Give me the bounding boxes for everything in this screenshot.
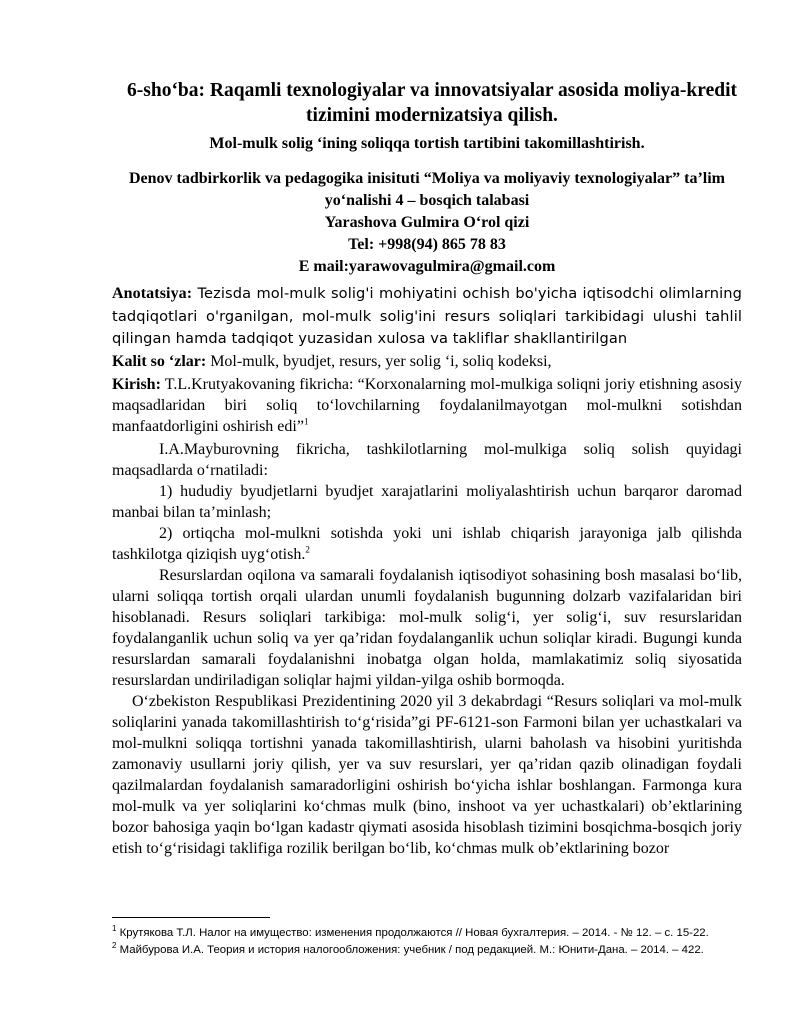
footnote-number: 2 bbox=[112, 941, 117, 951]
intro-text: T.L.Krutyakovaning fikricha: “Korxonalarning mol-mulkiga soliqni joriy etishning asosiy maqsadlaridan biri soliq to‘lovchilarning foydalanilmayotgan mol-mulkni sotishdan manfaatdorligini oshirish edi” bbox=[112, 375, 742, 435]
affiliation: Denov tadbirkorlik va pedagogika inisituti “Moliya va moliyaviy texnologiyalar” ta’lim yo‘nalishi 4 – bosqich talabasi bbox=[128, 170, 725, 209]
keywords-label: Kalit so ‘zlar: bbox=[112, 352, 207, 370]
footnote-ref-1: 1 bbox=[303, 416, 309, 427]
intro-label: Kirish: bbox=[112, 375, 161, 393]
paragraph: O‘zbekiston Respublikasi Prezidentining 2020 yil 3 dekabrdagi “Resurs soliqlari va mol-mulk soliqlarini yanada takomillashtirish to‘g‘risida”gi PF-6121-son Farmoni bilan yer uchastkalari va mol-mulkni soliqqa tortishni yanada takomillashtirish, ularni baholash va hisobini yuritishda zamonaviy usullarni joriy qilish, yer va suv resurslari, yer qa’ridan qazib olinadigan foydali qazilmalardan foydalanish samaradorligini oshirish bo‘yicha ishlar boshlangan. Farmonga kura mol-mulk va yer soliqlarini ko‘chmas mulk (bino, inshoot va yer uchastkalari) ob’ektlarining bozor bahosiga yaqin bo‘lgan kadastr qiymati asosida hisoblash tizimini bosqichma-bosqich joriy etish to‘g‘risidagi taklifiga rozilik berilgan bo‘lib, ko‘chmas mulk ob’ektlarining bozor bbox=[112, 692, 742, 857]
abstract bbox=[112, 283, 742, 351]
paper-title: Mol-mulk solig ‘ining soliqqa tortish tartibini takomillashtirish. bbox=[209, 135, 645, 152]
author-phone: Tel: +998(94) 865 78 83 bbox=[348, 236, 506, 253]
paragraph: Resurslardan oqilona va samarali foydalanish iqtisodiyot sohasining bosh masalasi bo‘lib, ularni soliqqa tortish orqali ulardan unumli foydalanish bugunning dolzarb vazifalaridan biri hisoblanadi. Resurs soliqlari tarkibiga: mol-mulk solig‘i, yer solig‘i, suv resurslaridan foydalanganlik uchun soliq va yer qa’ridan foydalanganlik uchun soliqlar kiradi. Bugungi kunda resurslardan samarali foydalanishni inobatga olgan holda, mamlakatimiz soliq siyosatida resurslardan undiriladigan soliqlar hajmi yildan-yilga oshib bormoqda. bbox=[112, 566, 742, 689]
paragraph: I.A.Mayburovning fikricha, tashkilotlarning mol-mulkiga soliq solish quyidagi maqsadlarda o‘rnatiladi: bbox=[112, 440, 742, 479]
abstract-text: Tezisda mol-mulk solig'i mohiyatini ochish bo'yicha iqtisodchi olimlarning tadqiqotlari o'rganilgan, mol-mulk solig'ini resurs soliqlari tarkibidagi ulushi tahlil qilingan hamda tadqiqot yuzasidan xulosa va takliflar shakllantirilgan bbox=[112, 285, 742, 347]
keywords bbox=[112, 351, 742, 372]
footnotes bbox=[112, 925, 752, 959]
footnote-text: Майбурова И.А. Теория и история налогообложения: учебник / под редакцией. М.: Юнити-Дана. – 2014. – 422. bbox=[116, 944, 704, 956]
list-item-2-text: 2) ortiqcha mol-mulkni sotishda yoki uni ishlab chiqarish jarayoniga jalb qilishda tashkilotga qiziqish uyg‘otish. bbox=[112, 524, 742, 563]
footnote-text: Крутякова Т.Л. Налог на имущество: изменения продолжаются // Новая бухгалтерия. – 2014. - № 12. – с. 15-22. bbox=[116, 927, 709, 939]
article-body bbox=[112, 283, 742, 859]
footnote-1 bbox=[112, 925, 752, 942]
author-block bbox=[112, 168, 742, 278]
author-name: Yarashova Gulmira O‘rol qizi bbox=[324, 214, 530, 231]
footnote-number: 1 bbox=[112, 924, 117, 934]
section-title: 6-sho‘ba: Raqamli texnologiyalar va innovatsiyalar asosida moliya-kredit tizimini modernizatsiya qilish. bbox=[127, 80, 737, 126]
introduction bbox=[112, 374, 742, 437]
abstract-label: Anotatsiya: bbox=[112, 285, 193, 302]
author-email: E mail:yarawovagulmira@gmail.com bbox=[298, 258, 556, 275]
paragraph-list-item-1: 1) hududiy byudjetlarni byudjet xarajatlarini moliyalashtirish uchun barqaror daromad manbai bilan ta’minlash; bbox=[112, 482, 742, 521]
footnote-2 bbox=[112, 942, 752, 959]
footnote-ref-2: 2 bbox=[305, 544, 310, 555]
keywords-text: Mol-mulk, byudjet, resurs, yer solig ‘i, soliq kodeksi, bbox=[206, 352, 552, 370]
paragraph-list-item-2 bbox=[112, 523, 742, 565]
footnote-separator bbox=[112, 917, 270, 918]
